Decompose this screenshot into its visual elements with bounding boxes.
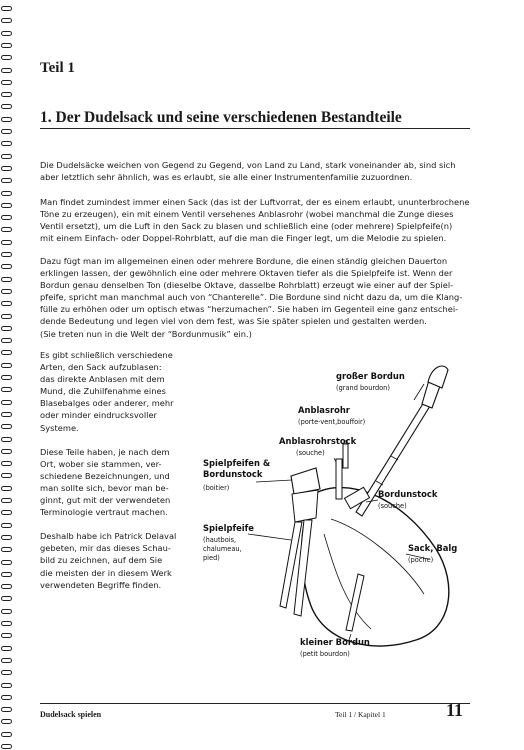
- text-line: erklingen lassen, der gewöhnlich eine oder mehrere Oktaven tiefer als die Spielpfeife ist. Wenn der: [40, 268, 453, 279]
- binding-ring: [1, 289, 12, 294]
- label-bordunstock-2: Bordunstock: [378, 489, 438, 499]
- binding-ring: [1, 547, 12, 552]
- text-line: oder minder eindrucksvoller: [40, 410, 157, 421]
- chapter-heading: 1. Der Dudelsack und seine verschiedenen Bestandteile: [40, 109, 402, 126]
- binding-ring: [1, 141, 12, 146]
- binding-ring: [1, 178, 12, 183]
- binding-ring: [1, 683, 12, 688]
- sidebar-paragraph: [40, 530, 176, 590]
- binding-ring: [1, 154, 12, 159]
- text-line: fülle zu erhöhen oder um optisch etwas “herzumachen”. Sie haben im Gegenteil eine ganz entschei-: [40, 304, 459, 315]
- text-line: pfeife, spricht man manchmal auch von “Chanterelle”. Die Bordune sind nicht dazu da, um die Klang-: [40, 292, 463, 303]
- paragraph-components: [40, 196, 470, 244]
- bag-drawing: [302, 488, 449, 646]
- binding-ring: [1, 707, 12, 712]
- text-line: Mund, die Zuhilfenahme eines: [40, 386, 166, 397]
- binding-ring: [1, 350, 12, 355]
- label-boitier: (boitier): [203, 484, 230, 492]
- binding-ring: [1, 277, 12, 282]
- binding-ring: [1, 18, 12, 23]
- binding-ring: [1, 191, 12, 196]
- bagpipe-diagram: [196, 344, 472, 664]
- binding-ring: [1, 55, 12, 60]
- part-heading: Teil 1: [40, 60, 75, 76]
- binding-ring: [1, 338, 12, 343]
- label-kleiner-bordun: kleiner Bordun: [300, 637, 370, 647]
- text-line: man sollte sich, bevor man be-: [40, 482, 169, 493]
- binding-ring: [1, 6, 12, 11]
- text-line: schiedene Bezeichnungen, und: [40, 470, 170, 481]
- text-line: Ventil ersetzt), um die Luft in den Sack zu blasen und schließlich eine (oder mehrere) Spielpfeife(n): [40, 221, 453, 232]
- binding-ring: [1, 400, 12, 405]
- binding-ring: [1, 523, 12, 528]
- text-line: Töne zu erzeugen), ein mit einem Ventil versehenes Anblasrohr (wobei manchmal die Zunge dieses: [40, 209, 454, 220]
- label-chalumeau: chalumeau,: [203, 545, 242, 553]
- chanter-stock-drawing: [291, 468, 320, 522]
- binding-ring: [1, 572, 12, 577]
- binding-ring: [1, 535, 12, 540]
- binding-ring: [1, 609, 12, 614]
- text-line: Ort, wober sie stammen, ver-: [40, 458, 162, 469]
- sidebar-paragraph: [40, 349, 176, 434]
- binding-ring: [1, 646, 12, 651]
- text-line: das direkte Anblasen mit dem: [40, 374, 165, 385]
- binding-ring: [1, 658, 12, 663]
- binding-ring: [1, 510, 12, 515]
- binding-ring: [1, 301, 12, 306]
- heading-rule: [40, 128, 470, 129]
- label-bordunstock-1: Bordunstock: [203, 469, 263, 479]
- binding-ring: [1, 92, 12, 97]
- text-line: bild zu zeichnen, auf dem Sie: [40, 555, 163, 566]
- paragraph-drones: [40, 255, 462, 340]
- binding-ring: [1, 104, 12, 109]
- footer-rule: [40, 703, 470, 704]
- text-line: Man findet zumindest immer einen Sack (das ist der Luftvorrat, der es einem erlaubt, ununterbrochene: [40, 197, 470, 207]
- spiral-binding: [0, 0, 14, 750]
- binding-ring: [1, 719, 12, 724]
- text-line: ginnt, gut mit der verwendeten: [40, 495, 171, 506]
- text-line: aber letztlich sehr ähnlich, was es erlaubt, sie alle einer Instrumentenfamilie zuzuordnen.: [40, 172, 413, 183]
- binding-ring: [1, 560, 12, 565]
- page-number: 11: [446, 700, 464, 720]
- binding-ring: [1, 203, 12, 208]
- paragraph-intro: [40, 159, 455, 183]
- sidebar-text: [40, 349, 176, 603]
- binding-ring: [1, 252, 12, 257]
- binding-ring: [1, 744, 12, 749]
- binding-ring: [1, 129, 12, 134]
- footer-title: Dudelsack spielen: [40, 710, 102, 719]
- binding-ring: [1, 486, 12, 491]
- text-line: dende Bedeutung und legen viel von dem fest, was Sie später spielen und gestalten werden.: [40, 316, 427, 327]
- binding-ring: [1, 264, 12, 269]
- binding-ring: [1, 670, 12, 675]
- text-line: Diese Teile haben, je nach dem: [40, 446, 170, 457]
- text-line: die meisten der in diesem Werk: [40, 567, 172, 578]
- binding-ring: [1, 498, 12, 503]
- binding-ring: [1, 437, 12, 442]
- text-line: gebeten, mir das dieses Schau-: [40, 543, 171, 554]
- text-line: Deshalb habe ich Patrick Delaval: [40, 531, 177, 542]
- binding-ring: [1, 375, 12, 380]
- binding-ring: [1, 695, 12, 700]
- binding-ring: [1, 449, 12, 454]
- text-line: Dazu fügt man im allgemeinen einen oder mehrere Bordune, die einen ständig gleichen Dauerton: [40, 256, 448, 266]
- text-line: Terminologie vertraut machen.: [40, 507, 168, 518]
- binding-ring: [1, 166, 12, 171]
- text-line: Arten, den Sack aufzublasen:: [40, 362, 162, 373]
- text-line: verwendeten Begriffe finden.: [40, 579, 162, 590]
- text-line: mit einem Einfach- oder Doppel-Rohrblatt, auf die man die Finger legt, um die Melodie zu spielen.: [40, 233, 447, 244]
- label-spielpfeifen: Spielpfeifen &: [203, 458, 271, 468]
- label-grosser-bordun: großer Bordun: [336, 371, 405, 381]
- binding-ring: [1, 227, 12, 232]
- label-hautbois: (hautbois,: [203, 536, 237, 544]
- label-pied: pied): [203, 554, 220, 562]
- label-porte-vent: (porte-vent,bouffoir): [298, 418, 366, 426]
- binding-ring: [1, 326, 12, 331]
- binding-ring: [1, 461, 12, 466]
- binding-ring: [1, 68, 12, 73]
- label-sack: Sack, Balg: [408, 543, 458, 553]
- text-line: (Sie treten nun in die Welt der “Bordunmusik” ein.): [40, 328, 252, 339]
- binding-ring: [1, 43, 12, 48]
- text-line: Bordun genau denselben Ton (dieselbe Oktave, dasselbe Rohrblatt) erzeugt wie einer auf der Spiel-: [40, 280, 454, 291]
- binding-ring: [1, 387, 12, 392]
- binding-ring: [1, 240, 12, 245]
- text-line: Die Dudelsäcke weichen von Gegend zu Gegend, von Land zu Land, stark voneinander ab, sind sich: [40, 160, 456, 170]
- label-spielpfeife: Spielpfeife: [203, 523, 254, 533]
- binding-ring: [1, 314, 12, 319]
- binding-ring: [1, 596, 12, 601]
- label-grand-bourdon: (grand bourdon): [336, 384, 390, 392]
- binding-ring: [1, 80, 12, 85]
- label-anblasrohrstock: Anblasrohrstock: [279, 436, 357, 446]
- binding-ring: [1, 584, 12, 589]
- label-souche-2: (souche): [378, 502, 407, 510]
- binding-ring: [1, 215, 12, 220]
- text-line: Es gibt schließlich verschiedene: [40, 350, 173, 360]
- binding-ring: [1, 117, 12, 122]
- binding-ring: [1, 31, 12, 36]
- label-petit-bourdon: (petit bourdon): [300, 650, 350, 658]
- label-anblasrohr: Anblasrohr: [298, 405, 350, 415]
- sidebar-paragraph: [40, 446, 176, 519]
- binding-ring: [1, 732, 12, 737]
- binding-ring: [1, 633, 12, 638]
- binding-ring: [1, 424, 12, 429]
- label-souche-1: (souche): [296, 449, 325, 457]
- binding-ring: [1, 363, 12, 368]
- binding-ring: [1, 412, 12, 417]
- binding-ring: [1, 621, 12, 626]
- footer-section: Teil 1 / Kapitel 1: [335, 710, 386, 719]
- text-line: Systeme.: [40, 422, 79, 433]
- binding-ring: [1, 473, 12, 478]
- label-poche: (poche): [408, 556, 434, 564]
- text-line: Blasebalges oder anderer, mehr: [40, 398, 174, 409]
